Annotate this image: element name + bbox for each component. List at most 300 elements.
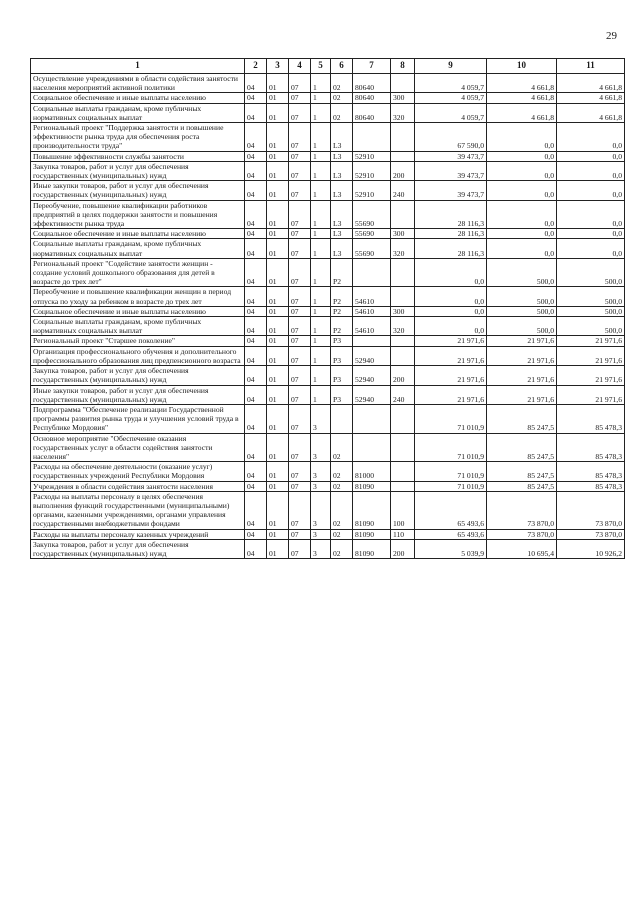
code-subsection: 07 xyxy=(289,385,311,404)
code-subprogram: 1 xyxy=(311,317,331,336)
amount-year-1: 71 010,9 xyxy=(415,481,487,491)
code-expense-type xyxy=(391,433,415,462)
amount-year-1: 67 590,0 xyxy=(415,123,487,152)
amount-year-1: 4 059,7 xyxy=(415,93,487,103)
row-description: Иные закупки товаров, работ и услуг для обеспечения государственных (муниципальных) нужд xyxy=(31,385,245,404)
code-event: P2 xyxy=(331,258,353,287)
amount-year-2: 85 247,5 xyxy=(487,462,557,481)
amount-year-1: 21 971,6 xyxy=(415,346,487,365)
code-subsection: 07 xyxy=(289,539,311,558)
code-admin: 04 xyxy=(245,123,267,152)
code-subprogram: 1 xyxy=(311,229,331,239)
row-description: Закупка товаров, работ и услуг для обеспечения государственных (муниципальных) нужд xyxy=(31,161,245,180)
amount-year-3: 85 478,3 xyxy=(557,404,625,433)
code-direction xyxy=(353,123,391,152)
code-admin: 04 xyxy=(245,366,267,385)
code-subsection: 07 xyxy=(289,103,311,122)
code-event: P3 xyxy=(331,385,353,404)
amount-year-2: 0,0 xyxy=(487,200,557,229)
code-subsection: 07 xyxy=(289,93,311,103)
column-header: 9 xyxy=(415,59,487,74)
column-header: 6 xyxy=(331,59,353,74)
code-subprogram: 3 xyxy=(311,462,331,481)
code-subprogram: 3 xyxy=(311,539,331,558)
code-admin: 04 xyxy=(245,539,267,558)
amount-year-3: 500,0 xyxy=(557,258,625,287)
amount-year-1: 28 116,3 xyxy=(415,200,487,229)
table-row xyxy=(31,491,625,529)
table-row xyxy=(31,366,625,385)
budget-table xyxy=(30,58,625,559)
code-subprogram: 1 xyxy=(311,151,331,161)
code-section: 01 xyxy=(267,93,289,103)
code-direction: 54610 xyxy=(353,317,391,336)
code-subsection: 07 xyxy=(289,151,311,161)
code-subprogram: 1 xyxy=(311,336,331,346)
code-subsection: 07 xyxy=(289,346,311,365)
code-expense-type xyxy=(391,74,415,93)
code-expense-type xyxy=(391,287,415,306)
column-header: 5 xyxy=(311,59,331,74)
code-direction: 81090 xyxy=(353,529,391,539)
row-description: Осуществление учреждениями в области содействия занятости населения мероприятий активной политики xyxy=(31,74,245,93)
amount-year-3: 4 661,8 xyxy=(557,74,625,93)
table-row xyxy=(31,385,625,404)
table-row xyxy=(31,123,625,152)
row-description: Переобучение, повышение квалификации работников предприятий в целях поддержки занятости и повышения эффективности рынка труда xyxy=(31,200,245,229)
code-direction: 81090 xyxy=(353,539,391,558)
column-header: 3 xyxy=(267,59,289,74)
code-direction: 80640 xyxy=(353,74,391,93)
code-subprogram: 3 xyxy=(311,481,331,491)
amount-year-3: 0,0 xyxy=(557,239,625,258)
code-subsection: 07 xyxy=(289,481,311,491)
table-row xyxy=(31,306,625,316)
code-event: 02 xyxy=(331,529,353,539)
code-direction: 54610 xyxy=(353,287,391,306)
code-section: 01 xyxy=(267,239,289,258)
code-expense-type xyxy=(391,151,415,161)
row-description: Учреждения в области содействия занятости населения xyxy=(31,481,245,491)
code-subsection: 07 xyxy=(289,306,311,316)
amount-year-2: 73 870,0 xyxy=(487,491,557,529)
code-subprogram: 1 xyxy=(311,385,331,404)
row-description: Социальные выплаты гражданам, кроме публичных нормативных социальных выплат xyxy=(31,103,245,122)
code-event: 02 xyxy=(331,74,353,93)
amount-year-1: 71 010,9 xyxy=(415,404,487,433)
page-number: 29 xyxy=(606,30,617,42)
column-header: 7 xyxy=(353,59,391,74)
code-expense-type: 200 xyxy=(391,366,415,385)
code-subprogram: 3 xyxy=(311,491,331,529)
code-section: 01 xyxy=(267,529,289,539)
amount-year-2: 21 971,6 xyxy=(487,346,557,365)
row-description: Социальное обеспечение и иные выплаты населению xyxy=(31,229,245,239)
code-expense-type: 300 xyxy=(391,306,415,316)
row-description: Основное мероприятие "Обеспечение оказания государственных услуг в области содействия занятости населения" xyxy=(31,433,245,462)
row-description: Закупка товаров, работ и услуг для обеспечения государственных (муниципальных) нужд xyxy=(31,539,245,558)
code-subsection: 07 xyxy=(289,181,311,200)
code-direction: 81000 xyxy=(353,462,391,481)
code-subsection: 07 xyxy=(289,200,311,229)
code-admin: 04 xyxy=(245,161,267,180)
code-admin: 04 xyxy=(245,229,267,239)
code-admin: 04 xyxy=(245,404,267,433)
code-subsection: 07 xyxy=(289,336,311,346)
code-event: 02 xyxy=(331,93,353,103)
amount-year-2: 4 661,8 xyxy=(487,103,557,122)
code-event: P3 xyxy=(331,336,353,346)
amount-year-3: 4 661,8 xyxy=(557,93,625,103)
amount-year-2: 4 661,8 xyxy=(487,74,557,93)
amount-year-1: 4 059,7 xyxy=(415,103,487,122)
amount-year-3: 0,0 xyxy=(557,181,625,200)
amount-year-1: 28 116,3 xyxy=(415,239,487,258)
amount-year-1: 4 059,7 xyxy=(415,74,487,93)
table-row xyxy=(31,317,625,336)
code-subprogram: 3 xyxy=(311,404,331,433)
amount-year-3: 500,0 xyxy=(557,287,625,306)
code-direction: 55690 xyxy=(353,239,391,258)
table-row xyxy=(31,93,625,103)
code-event: P2 xyxy=(331,287,353,306)
amount-year-2: 21 971,6 xyxy=(487,385,557,404)
code-direction: 80640 xyxy=(353,93,391,103)
code-admin: 04 xyxy=(245,239,267,258)
code-event: 02 xyxy=(331,539,353,558)
table-row xyxy=(31,258,625,287)
code-subsection: 07 xyxy=(289,529,311,539)
code-section: 01 xyxy=(267,385,289,404)
amount-year-1: 39 473,7 xyxy=(415,151,487,161)
amount-year-1: 5 039,9 xyxy=(415,539,487,558)
code-admin: 04 xyxy=(245,462,267,481)
amount-year-1: 39 473,7 xyxy=(415,181,487,200)
amount-year-3: 0,0 xyxy=(557,151,625,161)
amount-year-1: 65 493,6 xyxy=(415,529,487,539)
code-section: 01 xyxy=(267,336,289,346)
code-section: 01 xyxy=(267,74,289,93)
amount-year-1: 21 971,6 xyxy=(415,336,487,346)
code-expense-type: 240 xyxy=(391,385,415,404)
amount-year-3: 85 478,3 xyxy=(557,462,625,481)
amount-year-2: 0,0 xyxy=(487,181,557,200)
code-event: 02 xyxy=(331,491,353,529)
code-event: P3 xyxy=(331,366,353,385)
code-expense-type xyxy=(391,258,415,287)
table-row xyxy=(31,74,625,93)
row-description: Социальное обеспечение и иные выплаты населению xyxy=(31,93,245,103)
code-admin: 04 xyxy=(245,306,267,316)
code-expense-type xyxy=(391,481,415,491)
code-expense-type: 100 xyxy=(391,491,415,529)
amount-year-3: 0,0 xyxy=(557,229,625,239)
amount-year-3: 73 870,0 xyxy=(557,491,625,529)
code-subsection: 07 xyxy=(289,317,311,336)
code-event: L3 xyxy=(331,123,353,152)
code-event: 02 xyxy=(331,103,353,122)
column-header: 1 xyxy=(31,59,245,74)
amount-year-3: 73 870,0 xyxy=(557,529,625,539)
code-section: 01 xyxy=(267,258,289,287)
row-description: Расходы на выплаты персоналу в целях обеспечения выполнения функций государственными (муниципальными) органами, казенными учреждениями, органами управления государственными внебюджетными фондами xyxy=(31,491,245,529)
code-subsection: 07 xyxy=(289,462,311,481)
code-admin: 04 xyxy=(245,103,267,122)
amount-year-3: 21 971,6 xyxy=(557,366,625,385)
table-row xyxy=(31,287,625,306)
row-description: Подпрограмма "Обеспечение реализации Государственной программы развития рынка труда и улучшения условий труда в Республике Мордовия" xyxy=(31,404,245,433)
row-description: Региональный проект "Старшее поколение" xyxy=(31,336,245,346)
code-section: 01 xyxy=(267,161,289,180)
code-expense-type: 200 xyxy=(391,161,415,180)
row-description: Социальное обеспечение и иные выплаты населению xyxy=(31,306,245,316)
amount-year-2: 21 971,6 xyxy=(487,336,557,346)
row-description: Иные закупки товаров, работ и услуг для обеспечения государственных (муниципальных) нужд xyxy=(31,181,245,200)
amount-year-3: 21 971,6 xyxy=(557,336,625,346)
code-direction xyxy=(353,258,391,287)
amount-year-1: 71 010,9 xyxy=(415,433,487,462)
code-expense-type: 320 xyxy=(391,317,415,336)
code-admin: 04 xyxy=(245,385,267,404)
code-event: 02 xyxy=(331,481,353,491)
code-event: P2 xyxy=(331,306,353,316)
amount-year-1: 21 971,6 xyxy=(415,385,487,404)
row-description: Социальные выплаты гражданам, кроме публичных нормативных социальных выплат xyxy=(31,239,245,258)
amount-year-2: 500,0 xyxy=(487,258,557,287)
code-direction: 52910 xyxy=(353,181,391,200)
table-header-row xyxy=(31,59,625,74)
amount-year-1: 0,0 xyxy=(415,258,487,287)
code-section: 01 xyxy=(267,481,289,491)
code-admin: 04 xyxy=(245,317,267,336)
amount-year-2: 85 247,5 xyxy=(487,481,557,491)
code-section: 01 xyxy=(267,317,289,336)
code-expense-type: 200 xyxy=(391,539,415,558)
column-header: 10 xyxy=(487,59,557,74)
code-admin: 04 xyxy=(245,529,267,539)
code-admin: 04 xyxy=(245,74,267,93)
code-subprogram: 1 xyxy=(311,366,331,385)
table-row xyxy=(31,229,625,239)
code-section: 01 xyxy=(267,433,289,462)
code-admin: 04 xyxy=(245,258,267,287)
amount-year-2: 4 661,8 xyxy=(487,93,557,103)
table-row xyxy=(31,336,625,346)
code-admin: 04 xyxy=(245,200,267,229)
code-subsection: 07 xyxy=(289,287,311,306)
column-header: 11 xyxy=(557,59,625,74)
code-direction: 55690 xyxy=(353,229,391,239)
row-description: Региональный проект "Поддержка занятости и повышение эффективности рынка труда для обеспечения роста производительности труда" xyxy=(31,123,245,152)
amount-year-3: 21 971,6 xyxy=(557,385,625,404)
code-direction: 52910 xyxy=(353,161,391,180)
amount-year-3: 4 661,8 xyxy=(557,103,625,122)
code-event: P2 xyxy=(331,317,353,336)
amount-year-1: 28 116,3 xyxy=(415,229,487,239)
table-row xyxy=(31,529,625,539)
code-subsection: 07 xyxy=(289,229,311,239)
row-description: Повышение эффективности службы занятости xyxy=(31,151,245,161)
table-row xyxy=(31,433,625,462)
code-subprogram: 1 xyxy=(311,306,331,316)
code-expense-type: 300 xyxy=(391,93,415,103)
amount-year-1: 21 971,6 xyxy=(415,366,487,385)
code-expense-type xyxy=(391,336,415,346)
table-row xyxy=(31,539,625,558)
table-row xyxy=(31,103,625,122)
code-event xyxy=(331,404,353,433)
table-body xyxy=(31,74,625,559)
amount-year-1: 0,0 xyxy=(415,287,487,306)
code-subsection: 07 xyxy=(289,491,311,529)
amount-year-1: 71 010,9 xyxy=(415,462,487,481)
code-direction: 55690 xyxy=(353,200,391,229)
code-event: 02 xyxy=(331,433,353,462)
code-subprogram: 1 xyxy=(311,74,331,93)
amount-year-3: 0,0 xyxy=(557,123,625,152)
code-expense-type: 240 xyxy=(391,181,415,200)
amount-year-3: 85 478,3 xyxy=(557,481,625,491)
amount-year-3: 500,0 xyxy=(557,306,625,316)
table-row xyxy=(31,161,625,180)
code-section: 01 xyxy=(267,103,289,122)
table-row xyxy=(31,404,625,433)
amount-year-2: 0,0 xyxy=(487,151,557,161)
column-header: 2 xyxy=(245,59,267,74)
code-event: L3 xyxy=(331,229,353,239)
table-row xyxy=(31,200,625,229)
row-description: Закупка товаров, работ и услуг для обеспечения государственных (муниципальных) нужд xyxy=(31,366,245,385)
code-admin: 04 xyxy=(245,346,267,365)
table-row xyxy=(31,181,625,200)
row-description: Расходы на обеспечение деятельности (оказание услуг) государственных учреждений Республики Мордовия xyxy=(31,462,245,481)
code-subsection: 07 xyxy=(289,433,311,462)
code-subsection: 07 xyxy=(289,404,311,433)
code-expense-type xyxy=(391,462,415,481)
code-direction xyxy=(353,433,391,462)
code-subsection: 07 xyxy=(289,74,311,93)
code-section: 01 xyxy=(267,229,289,239)
amount-year-2: 85 247,5 xyxy=(487,433,557,462)
code-admin: 04 xyxy=(245,336,267,346)
code-expense-type xyxy=(391,404,415,433)
code-event: L3 xyxy=(331,239,353,258)
amount-year-2: 0,0 xyxy=(487,123,557,152)
code-subprogram: 1 xyxy=(311,93,331,103)
column-header: 4 xyxy=(289,59,311,74)
code-subprogram: 1 xyxy=(311,161,331,180)
amount-year-1: 0,0 xyxy=(415,306,487,316)
code-event: P3 xyxy=(331,346,353,365)
code-expense-type xyxy=(391,200,415,229)
amount-year-2: 500,0 xyxy=(487,287,557,306)
table-row xyxy=(31,151,625,161)
code-subprogram: 1 xyxy=(311,346,331,365)
code-expense-type: 300 xyxy=(391,229,415,239)
code-direction: 52910 xyxy=(353,151,391,161)
amount-year-2: 10 695,4 xyxy=(487,539,557,558)
code-subprogram: 1 xyxy=(311,258,331,287)
code-event: L3 xyxy=(331,151,353,161)
code-direction xyxy=(353,404,391,433)
row-description: Организация профессионального обучения и дополнительного профессионального образования лиц предпенсионного возраста xyxy=(31,346,245,365)
amount-year-2: 0,0 xyxy=(487,239,557,258)
code-section: 01 xyxy=(267,404,289,433)
amount-year-2: 21 971,6 xyxy=(487,366,557,385)
code-section: 01 xyxy=(267,200,289,229)
code-subprogram: 1 xyxy=(311,103,331,122)
table-row xyxy=(31,346,625,365)
code-subprogram: 1 xyxy=(311,123,331,152)
code-section: 01 xyxy=(267,462,289,481)
code-direction xyxy=(353,336,391,346)
code-direction: 81090 xyxy=(353,491,391,529)
amount-year-2: 500,0 xyxy=(487,317,557,336)
code-expense-type: 320 xyxy=(391,103,415,122)
amount-year-2: 85 247,5 xyxy=(487,404,557,433)
code-direction: 54610 xyxy=(353,306,391,316)
code-subsection: 07 xyxy=(289,258,311,287)
code-direction: 52940 xyxy=(353,366,391,385)
code-admin: 04 xyxy=(245,433,267,462)
table-row xyxy=(31,239,625,258)
code-event: L3 xyxy=(331,200,353,229)
amount-year-2: 73 870,0 xyxy=(487,529,557,539)
row-description: Региональный проект "Содействие занятости женщин - создание условий дошкольного образования для детей в возрасте до трех лет" xyxy=(31,258,245,287)
code-subsection: 07 xyxy=(289,366,311,385)
code-section: 01 xyxy=(267,306,289,316)
code-subprogram: 1 xyxy=(311,287,331,306)
code-direction: 52940 xyxy=(353,385,391,404)
code-admin: 04 xyxy=(245,287,267,306)
code-expense-type xyxy=(391,346,415,365)
code-section: 01 xyxy=(267,287,289,306)
table-row xyxy=(31,481,625,491)
amount-year-3: 10 926,2 xyxy=(557,539,625,558)
code-subprogram: 3 xyxy=(311,529,331,539)
amount-year-2: 0,0 xyxy=(487,161,557,180)
row-description: Переобучение и повышение квалификации женщин в период отпуска по уходу за ребенком в возрасте до трех лет xyxy=(31,287,245,306)
code-expense-type: 110 xyxy=(391,529,415,539)
code-admin: 04 xyxy=(245,491,267,529)
code-subsection: 07 xyxy=(289,239,311,258)
code-subsection: 07 xyxy=(289,161,311,180)
code-expense-type xyxy=(391,123,415,152)
code-subsection: 07 xyxy=(289,123,311,152)
code-section: 01 xyxy=(267,346,289,365)
code-event: L3 xyxy=(331,161,353,180)
code-subprogram: 1 xyxy=(311,181,331,200)
code-admin: 04 xyxy=(245,151,267,161)
amount-year-1: 65 493,6 xyxy=(415,491,487,529)
column-header: 8 xyxy=(391,59,415,74)
amount-year-3: 85 478,3 xyxy=(557,433,625,462)
row-description: Социальные выплаты гражданам, кроме публичных нормативных социальных выплат xyxy=(31,317,245,336)
code-subprogram: 3 xyxy=(311,433,331,462)
code-section: 01 xyxy=(267,539,289,558)
code-section: 01 xyxy=(267,123,289,152)
code-section: 01 xyxy=(267,151,289,161)
amount-year-2: 500,0 xyxy=(487,306,557,316)
code-admin: 04 xyxy=(245,481,267,491)
code-admin: 04 xyxy=(245,93,267,103)
code-section: 01 xyxy=(267,181,289,200)
code-direction: 81090 xyxy=(353,481,391,491)
code-expense-type: 320 xyxy=(391,239,415,258)
row-description: Расходы на выплаты персоналу казенных учреждений xyxy=(31,529,245,539)
code-section: 01 xyxy=(267,366,289,385)
amount-year-3: 500,0 xyxy=(557,317,625,336)
